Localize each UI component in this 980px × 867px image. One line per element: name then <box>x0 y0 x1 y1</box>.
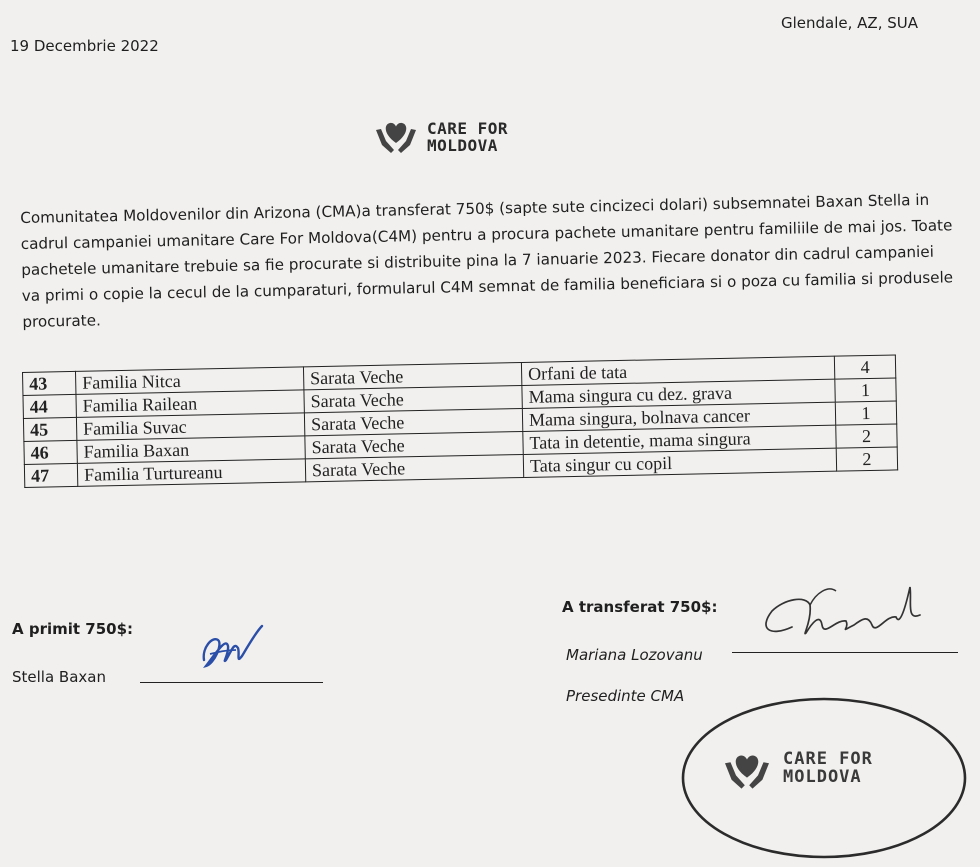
situation-note: Mama singura cu dez. grava <box>522 379 835 408</box>
row-number: 43 <box>23 371 76 395</box>
locality: Sarata Veche <box>305 454 523 481</box>
family-name: Familia Suvac <box>76 413 304 441</box>
member-count: 4 <box>834 355 895 379</box>
locality: Sarata Veche <box>305 431 523 458</box>
family-name: Familia Railean <box>76 390 304 418</box>
family-name: Familia Nitca <box>75 367 303 395</box>
row-number: 46 <box>24 440 77 464</box>
heart-hands-icon <box>721 749 773 793</box>
stamp-line-1: CARE FOR <box>783 749 873 769</box>
transfer-statement: Comunitatea Moldovenilor din Arizona (CMA)a transferat 750$ (sapte sute cincizeci dolari) subsemnatei Baxan Stella in cadrul campaniei umanitare Care For Moldova(C4M) pentru a procura pachete umanitare pentru familiile de mai jos. Toate pachetele umanitare trebuie sa fie procurate si distribuite pina la 7 ianuarie 2023. Fiecare donator din cadrul campaniei va primi o copie la cecul de la cumparaturi, formularul C4M semnat de familia beneficiara si o poza cu familia si produsele procurate. <box>20 190 954 331</box>
stamp-text <box>783 750 873 786</box>
member-count: 2 <box>836 447 897 471</box>
location: Glendale, AZ, SUA <box>780 14 918 32</box>
situation-note: Mama singura, bolnava cancer <box>522 402 835 431</box>
family-name: Familia Baxan <box>77 436 305 464</box>
locality: Sarata Veche <box>304 385 522 412</box>
received-label: A primit 750$: <box>12 620 134 638</box>
recipient-signature-line <box>140 682 323 683</box>
locality: Sarata Veche <box>303 362 521 389</box>
member-count: 1 <box>835 401 896 425</box>
transferrer-name: Mariana Lozovanu <box>566 646 703 664</box>
row-number: 45 <box>23 417 76 441</box>
transferrer-signature <box>750 575 930 665</box>
family-name: Familia Turtureanu <box>77 459 305 487</box>
recipient-name: Stella Baxan <box>12 668 106 686</box>
heart-hands-icon <box>373 117 419 157</box>
logo-line-2: MOLDOVA <box>427 136 498 155</box>
recipients-table <box>22 354 898 488</box>
stamp-line-2: MOLDOVA <box>783 767 862 787</box>
locality: Sarata Veche <box>304 408 522 435</box>
member-count: 2 <box>836 424 897 448</box>
situation-note: Orfani de tata <box>521 356 834 385</box>
logo-line-1: CARE FOR <box>427 119 509 138</box>
situation-note: Tata singur cu copil <box>523 448 836 477</box>
logo-text <box>427 120 508 154</box>
document-date: 19 Decembrie 2022 <box>10 37 159 55</box>
row-number: 44 <box>23 394 76 418</box>
organization-stamp <box>677 693 971 863</box>
member-count: 1 <box>835 378 896 402</box>
care-for-moldova-logo <box>373 117 508 157</box>
transferred-label: A transferat 750$: <box>562 598 718 616</box>
row-number: 47 <box>24 463 77 487</box>
transferrer-role: Presedinte CMA <box>566 687 685 705</box>
recipients-table-wrapper <box>22 354 898 488</box>
situation-note: Tata in detentie, mama singura <box>523 425 836 454</box>
recipient-signature <box>196 620 276 680</box>
